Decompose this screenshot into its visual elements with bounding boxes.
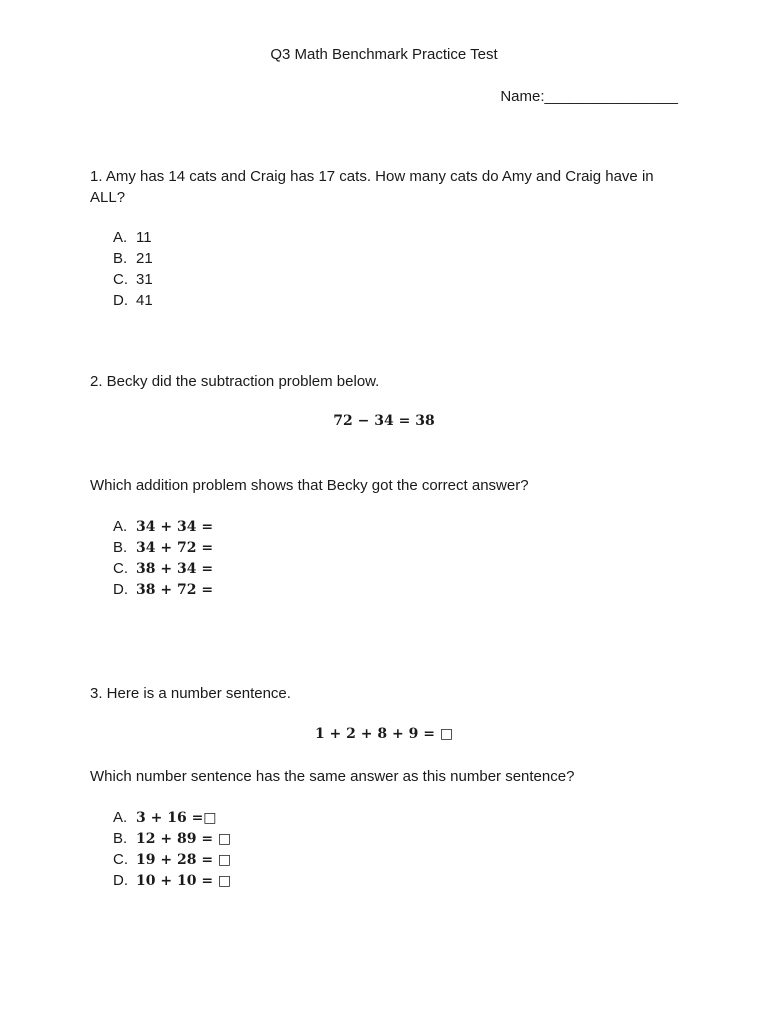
question-3-options [113,807,231,891]
question-2-options [113,516,213,600]
option-b: B. 21 [113,250,153,267]
question-2-prompt: Which addition problem shows that Becky got the correct answer? [90,477,529,494]
question-2-equation: 72 − 34 = 38 [333,413,435,429]
option-d: D. 10 + 10 = □ [113,872,232,889]
option-d: D. 38 + 72 = [113,581,214,598]
option-b: B. 34 + 72 = [113,539,214,556]
question-3-equation: 1 + 2 + 8 + 9 = □ [314,726,454,742]
option-a: A. 34 + 34 = [113,518,214,535]
question-1-options [113,227,153,311]
option-c: C. 19 + 28 = □ [113,851,232,868]
question-2-text: 2. Becky did the subtraction problem below. [90,373,380,390]
question-3-text: 3. Here is a number sentence. [90,685,291,702]
question-3-prompt: Which number sentence has the same answer as this number sentence? [90,768,575,785]
page-title: Q3 Math Benchmark Practice Test [270,46,498,63]
option-a: A. 3 + 16 =□ [113,809,217,826]
question-1-text: 1. Amy has 14 cats and Craig has 17 cats. How many cats do Amy and Craig have in ALL? [90,168,654,206]
option-a: A. 11 [113,229,152,246]
option-d: D. 41 [113,292,153,309]
option-c: C. 38 + 34 = [113,560,214,577]
name-field-line: Name:________________ [500,88,678,105]
option-c: C. 31 [113,271,153,288]
option-b: B. 12 + 89 = □ [113,830,232,847]
